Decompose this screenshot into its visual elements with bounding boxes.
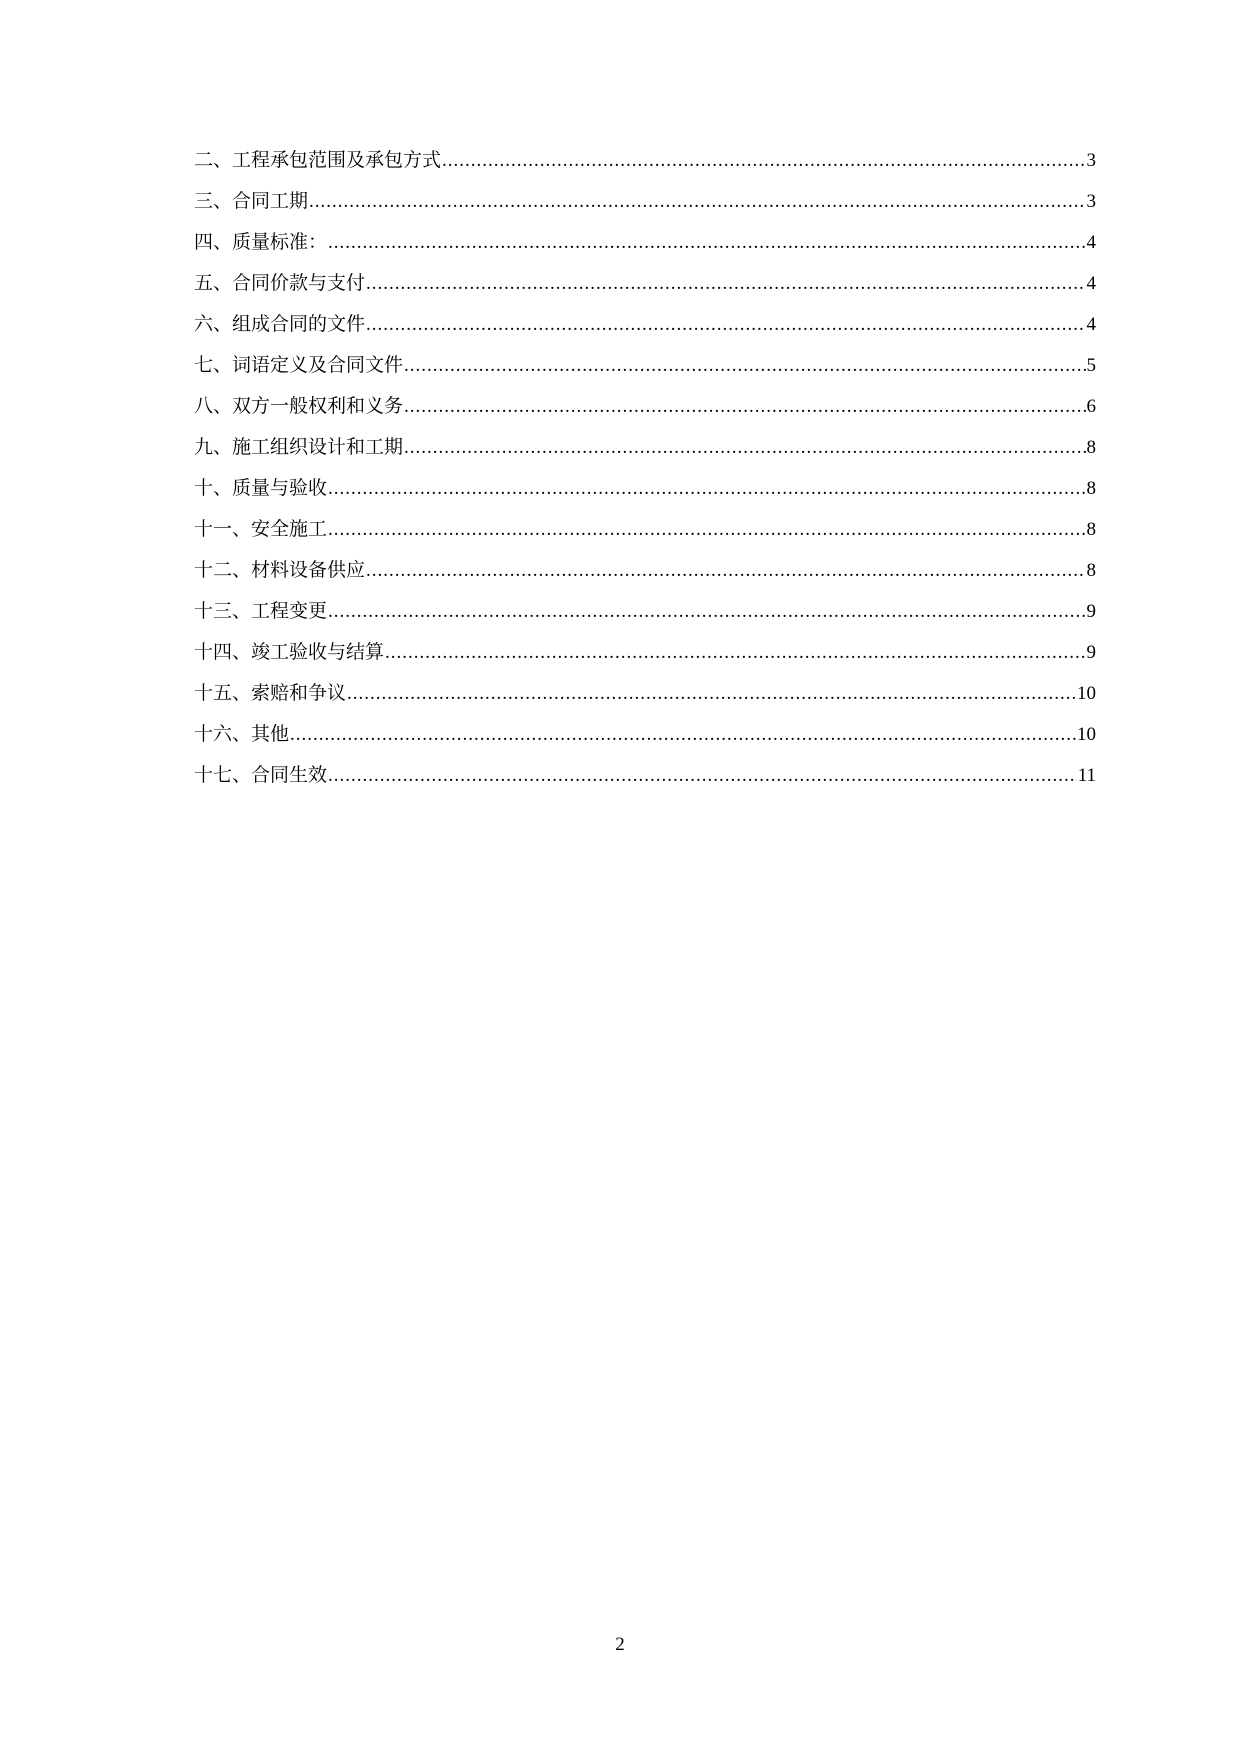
toc-entry-page: 8 (1086, 519, 1096, 540)
toc-entry-title: 十三、工程变更 (194, 600, 328, 622)
toc-entry-page: 4 (1086, 314, 1096, 335)
toc-entry[interactable] (194, 514, 1096, 555)
toc-entry-page: 9 (1086, 642, 1096, 663)
toc-entry-title: 二、工程承包范围及承包方式 (194, 149, 442, 171)
toc-entry-title: 四、质量标准： (194, 231, 328, 253)
toc-entry-title: 十七、合同生效 (194, 764, 328, 786)
toc-entry-page: 6 (1086, 396, 1096, 417)
toc-dot-leader (366, 269, 1085, 299)
toc-entry-page: 5 (1086, 355, 1096, 376)
toc-dot-leader (404, 433, 1085, 463)
toc-entry-title: 五、合同价款与支付 (194, 272, 366, 294)
toc-entry[interactable] (194, 473, 1096, 514)
toc-entry-page: 4 (1086, 232, 1096, 253)
toc-entry-page: 3 (1086, 150, 1096, 171)
toc-dot-leader (328, 474, 1085, 504)
toc-entry[interactable] (194, 678, 1096, 719)
toc-dot-leader (366, 556, 1085, 586)
toc-entry-page: 4 (1086, 273, 1096, 294)
toc-entry-page: 9 (1086, 601, 1096, 622)
toc-entry[interactable] (194, 268, 1096, 309)
toc-entry-title: 十五、索赔和争议 (194, 682, 347, 704)
toc-entry[interactable] (194, 719, 1096, 760)
toc-dot-leader (404, 351, 1085, 381)
toc-entry[interactable] (194, 145, 1096, 186)
toc-entry-title: 九、施工组织设计和工期 (194, 436, 404, 458)
toc-dot-leader (328, 761, 1077, 791)
toc-dot-leader (328, 228, 1085, 258)
toc-entry[interactable] (194, 309, 1096, 350)
toc-dot-leader (366, 310, 1085, 340)
toc-entry-title: 十二、材料设备供应 (194, 559, 366, 581)
toc-entry-page: 8 (1086, 478, 1096, 499)
toc-dot-leader (290, 720, 1076, 750)
toc-entry-page: 8 (1086, 437, 1096, 458)
toc-entry[interactable] (194, 227, 1096, 268)
toc-entry[interactable] (194, 596, 1096, 637)
toc-dot-leader (442, 146, 1085, 176)
toc-dot-leader (404, 392, 1085, 422)
toc-entry[interactable] (194, 432, 1096, 473)
toc-dot-leader (347, 679, 1076, 709)
toc-entry-title: 八、双方一般权利和义务 (194, 395, 404, 417)
toc-entry-page: 10 (1077, 683, 1096, 704)
toc-entry-page: 8 (1086, 560, 1096, 581)
toc-entry[interactable] (194, 186, 1096, 227)
toc-entry-page: 3 (1086, 191, 1096, 212)
toc-dot-leader (385, 638, 1085, 668)
toc-entry-title: 十一、安全施工 (194, 518, 328, 540)
toc-entry-page: 10 (1077, 724, 1096, 745)
toc-entry-title: 十四、竣工验收与结算 (194, 641, 385, 663)
toc-entry[interactable] (194, 391, 1096, 432)
toc-entry-title: 十六、其他 (194, 723, 290, 745)
toc-entry[interactable] (194, 555, 1096, 596)
toc-entry[interactable] (194, 350, 1096, 391)
toc-dot-leader (328, 597, 1085, 627)
toc-dot-leader (328, 515, 1085, 545)
toc-entry-title: 六、组成合同的文件 (194, 313, 366, 335)
table-of-contents (194, 145, 1096, 801)
toc-entry-page: 11 (1077, 765, 1096, 786)
toc-entry[interactable] (194, 637, 1096, 678)
toc-dot-leader (309, 187, 1085, 217)
page-number: 2 (615, 1634, 625, 1655)
toc-entry-title: 七、词语定义及合同文件 (194, 354, 404, 376)
toc-entry[interactable] (194, 760, 1096, 801)
toc-entry-title: 十、质量与验收 (194, 477, 328, 499)
toc-entry-title: 三、合同工期 (194, 190, 309, 212)
